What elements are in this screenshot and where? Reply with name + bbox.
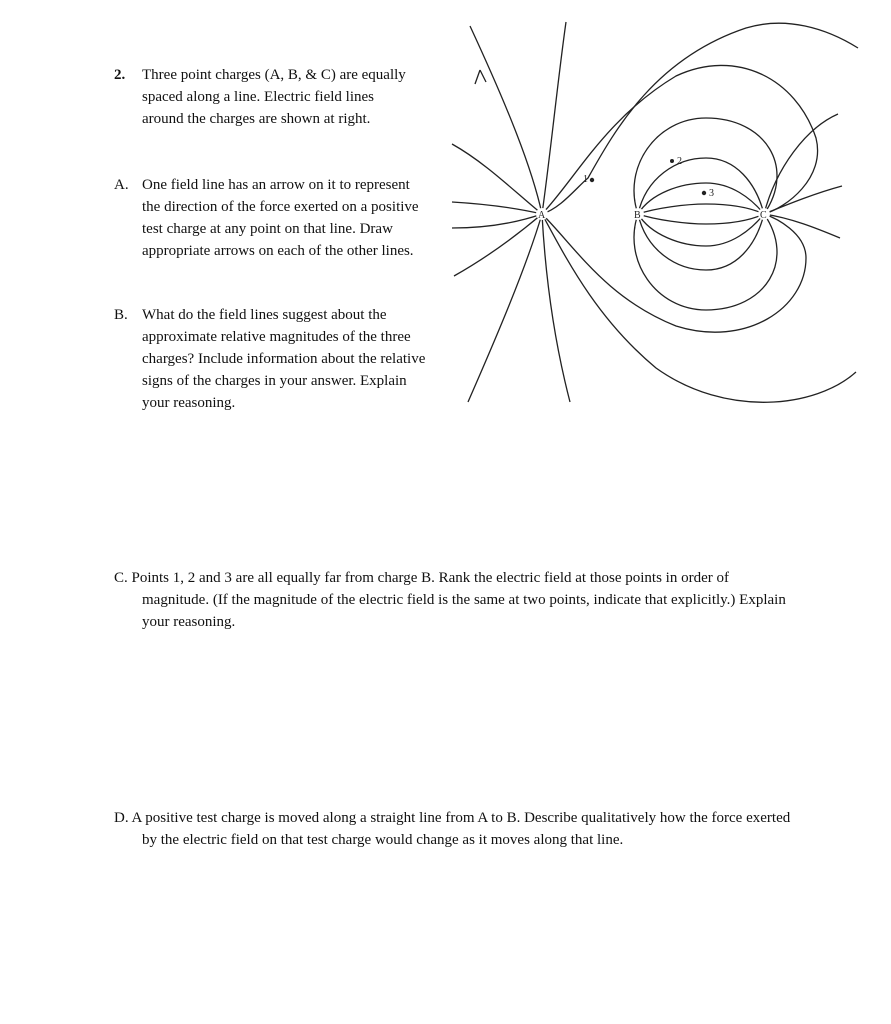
direction-arrow-icon <box>475 70 486 84</box>
part-d-text: D. A positive test charge is moved along a straight line from A to B. Describe qualitatively how the force exerted by the electric field on that test charge would change as it moves along that line. <box>114 810 791 848</box>
point-3-label: 3 <box>709 188 714 199</box>
field-lines-bc <box>634 118 777 310</box>
part-a <box>114 174 426 262</box>
part-b-text: What do the field lines suggest about the approximate relative magnitudes of the three charges? Include information about the relative signs of the charges in your answer. Explain your reasoning. <box>142 307 426 411</box>
part-a-text: One field line has an arrow on it to represent the direction of the force exerted on a positive test charge at any point on that line. Draw appropriate arrows on each of the other lines. <box>142 177 419 259</box>
part-c-text: C. Points 1, 2 and 3 are all equally far from charge B. Rank the electric field at those points in order of magnitude. (If the magnitude of the electric field is the same at two points, indicate that explicitly.) Explain your reasoning. <box>114 570 786 630</box>
part-b <box>114 304 426 414</box>
question-2 <box>114 64 414 130</box>
field-line-c-r2 <box>764 214 840 238</box>
field-line-bc-7 <box>634 118 777 214</box>
field-line-a-dl <box>454 214 542 276</box>
field-line-a-dl2 <box>468 214 542 402</box>
charge-c <box>758 208 770 221</box>
field-line-a-up <box>542 22 566 214</box>
field-line-a-downright <box>542 214 856 402</box>
field-line-a-upleft <box>470 26 542 214</box>
question-intro: Three point charges (A, B, & C) are equally spaced along a line. Electric field lines around the charges are shown at right. <box>142 67 406 127</box>
point-3 <box>702 188 714 199</box>
field-line-svg <box>446 18 862 416</box>
field-line-a-down <box>542 214 570 402</box>
field-line-a-downright2 <box>542 214 806 332</box>
field-line-a-upright <box>542 65 818 214</box>
charge-a-label: A <box>538 210 546 221</box>
field-line-bc-8 <box>634 214 777 310</box>
point-2-label: 2 <box>677 156 682 167</box>
field-line-bc-3 <box>638 204 764 214</box>
part-a-label: A. <box>114 177 129 193</box>
question-number: 2. <box>114 67 126 83</box>
field-line-bc-6 <box>638 214 764 270</box>
field-line-a-left <box>452 202 542 214</box>
field-line-diagram <box>446 18 862 416</box>
field-lines-a <box>452 22 858 402</box>
field-line-bc-4 <box>638 214 764 224</box>
point-1-label: 1 <box>583 174 588 185</box>
charge-c-label: C <box>760 210 767 221</box>
field-line-bc-1 <box>638 158 764 214</box>
charge-b-label: B <box>634 210 641 221</box>
part-b-label: B. <box>114 307 128 323</box>
